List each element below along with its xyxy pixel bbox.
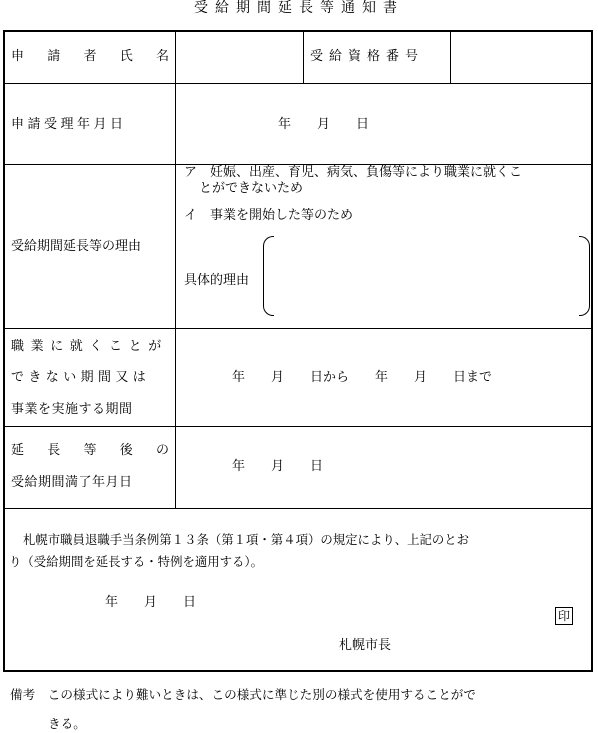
row-divider [5, 328, 591, 329]
label-column-divider [175, 32, 176, 508]
row-divider [5, 426, 591, 427]
label-char: 者 [83, 49, 97, 64]
reason-option-i: イ 事業を開始した等のため [184, 208, 354, 223]
label-char: 請 [47, 49, 61, 64]
issue-date: 年 月 日 [105, 595, 197, 610]
cell-divider [450, 32, 451, 83]
left-bracket-icon [263, 236, 274, 316]
row-divider [5, 508, 591, 509]
label-char: 申 [11, 49, 25, 64]
label-char: 等 [83, 443, 97, 458]
period-label-line-1: 職業に就くことが [11, 339, 168, 354]
form-title: 受給期間延長等通知書 [194, 0, 404, 16]
reason-option-a: ア 妊娠、出産、育児、病気、負傷等により職業に就くこ [184, 165, 523, 180]
receipt-date-value: 年 月 日 [278, 117, 370, 132]
label-char: の [155, 443, 169, 458]
specific-reason-field[interactable] [275, 238, 577, 312]
label-char: 名 [155, 49, 169, 64]
issuer-name: 札幌市長 [339, 638, 392, 653]
row-divider [5, 83, 591, 84]
notice-form [3, 30, 593, 672]
eligibility-number-field[interactable] [455, 33, 585, 81]
footnote-line-2: きる。 [48, 716, 86, 731]
reason-label: 受給期間延長等の理由 [11, 239, 142, 254]
receipt-date-label: 申請受理年月日 [11, 117, 127, 132]
expiry-label-line-2: 受給期間満了年月日 [11, 475, 133, 490]
period-label-line-3: 事業を実施する期間 [11, 402, 133, 417]
right-bracket-icon [579, 236, 590, 316]
label-char: 延 [11, 443, 25, 458]
expiry-date-value: 年 月 日 [232, 459, 324, 474]
footnote-line-1: 備考 この様式により難いときは、この様式に準じた別の様式を使用することがで [10, 687, 476, 702]
expiry-label-line-1 [11, 443, 169, 459]
label-char: 後 [119, 443, 133, 458]
cell-divider [303, 32, 304, 83]
reason-option-a-continued: とができないため [199, 181, 304, 196]
label-char: 長 [47, 443, 61, 458]
applicant-name-field[interactable] [180, 33, 301, 81]
eligibility-number-label: 受給資格番号 [310, 49, 425, 64]
label-char: 氏 [119, 49, 133, 64]
applicant-name-label [11, 49, 169, 65]
seal-mark: 印 [555, 607, 573, 625]
period-label-line-2: できない期間又は [11, 370, 151, 385]
specific-reason-label: 具体的理由 [184, 273, 250, 288]
statement-line-1: 札幌市職員退職手当条例第１３条（第１項・第４項）の規定により、上記のとお [23, 532, 470, 547]
statement-line-2: り（受給期間を延長する・特例を適用する）。 [9, 554, 264, 569]
period-value: 年 月 日から 年 月 日まで [232, 370, 493, 385]
